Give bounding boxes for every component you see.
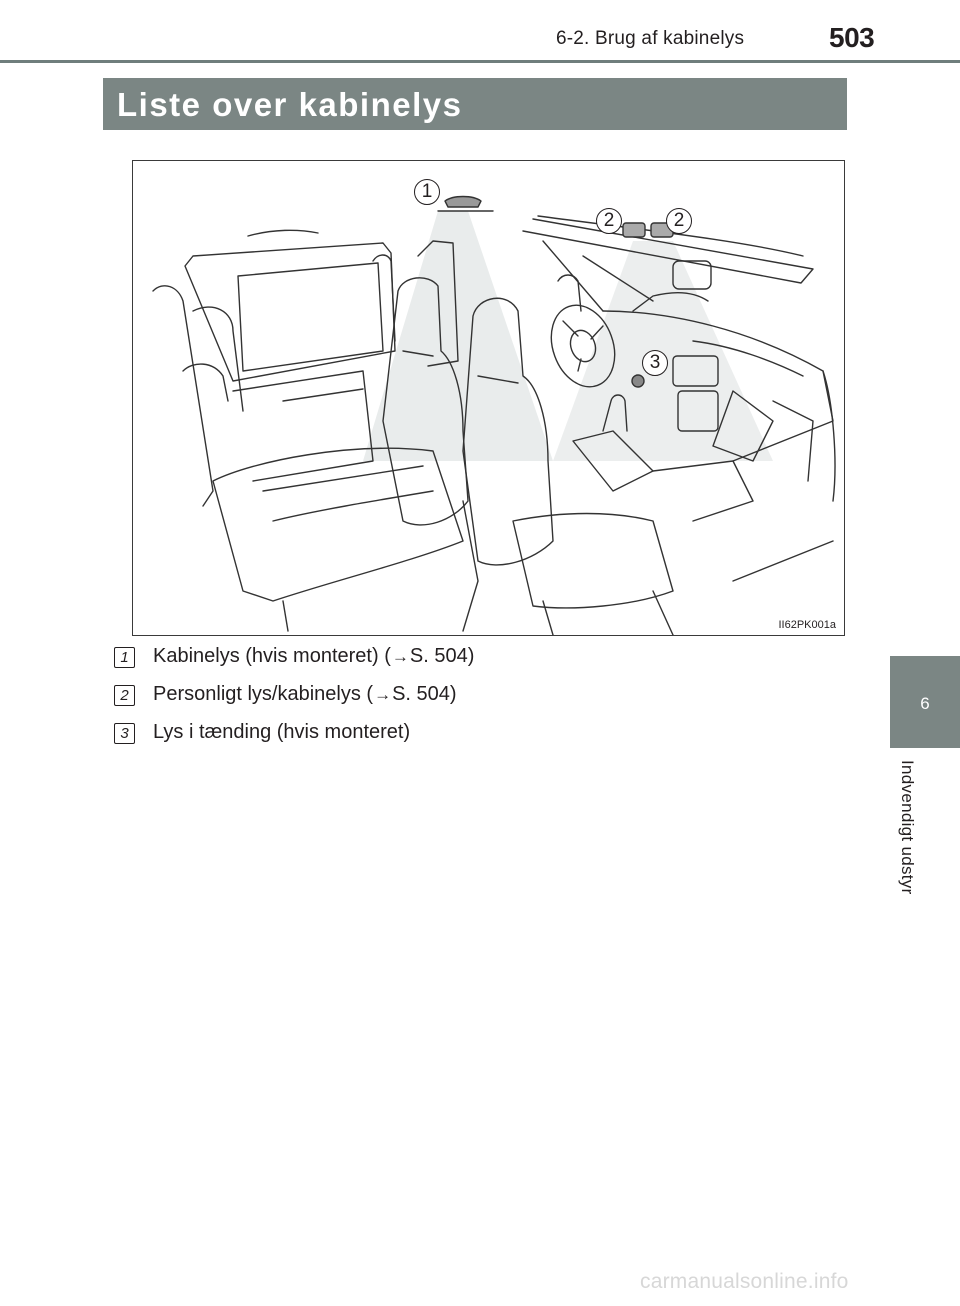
chapter-label-text: Indvendigt udstyr bbox=[898, 760, 917, 895]
legend-text-before: Lys i tænding (hvis monteret) bbox=[153, 721, 411, 743]
chapter-side-label bbox=[897, 760, 921, 920]
title-bar bbox=[103, 78, 847, 130]
cabin-drawing bbox=[133, 161, 844, 635]
legend-text bbox=[153, 683, 457, 706]
page-ref-arrow-icon: → bbox=[374, 685, 392, 704]
figure-code: II62PK001a bbox=[778, 619, 836, 631]
chapter-number: 6 bbox=[920, 694, 930, 713]
figure-callout-2a: 2 bbox=[596, 208, 622, 234]
legend-page-ref[interactable]: S. 504) bbox=[392, 683, 457, 705]
page-ref-arrow-icon: → bbox=[391, 647, 409, 666]
cabin-illustration bbox=[132, 160, 845, 636]
figure-callout-3: 3 bbox=[642, 350, 668, 376]
legend-text bbox=[153, 721, 410, 744]
legend-number-badge: 1 bbox=[114, 647, 135, 668]
legend-page-ref[interactable]: S. 504) bbox=[409, 645, 475, 667]
watermark: carmanualsonline.info bbox=[640, 1270, 849, 1293]
page-title: Liste over kabinelys bbox=[117, 86, 463, 123]
legend-number-badge: 2 bbox=[114, 685, 135, 706]
legend-text-before: Personligt lys/kabinelys ( bbox=[153, 683, 374, 705]
figure-callout-2b: 2 bbox=[666, 208, 692, 234]
chapter-side-tab[interactable] bbox=[890, 656, 960, 748]
legend-number-badge: 3 bbox=[114, 723, 135, 744]
legend-text bbox=[153, 645, 474, 668]
page-number: 503 bbox=[829, 22, 875, 53]
legend-text-before: Kabinelys (hvis monteret) ( bbox=[153, 645, 391, 667]
header-section-title: 6-2. Brug af kabinelys bbox=[556, 28, 745, 49]
header-rule bbox=[0, 60, 960, 63]
figure-callout-1: 1 bbox=[414, 179, 440, 205]
